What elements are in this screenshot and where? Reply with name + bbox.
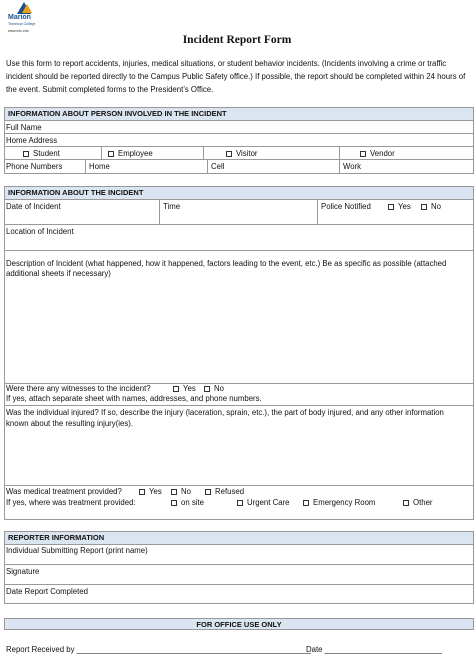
date-completed-row[interactable] [5,585,473,603]
reporter-section [4,531,474,604]
onsite-checkbox[interactable] [171,500,177,506]
signature-label: Signature [6,567,40,576]
description-row[interactable] [5,251,473,384]
logo-accent-icon [22,4,32,13]
medical-no-checkbox[interactable] [171,489,177,495]
time-field[interactable] [159,200,317,224]
home-address-label: Home Address [6,136,58,145]
full-name-row[interactable] [5,121,473,134]
visitor-checkbox[interactable] [226,151,232,157]
police-no-checkbox[interactable] [421,204,427,210]
employee-option[interactable]: Employee [108,149,153,158]
vendor-checkbox[interactable] [360,151,366,157]
urgent-care-checkbox[interactable] [237,500,243,506]
intro-text: Use this form to report accidents, injuries, medical situations, or student behavior incidents. (Incidents involving a crime or traffic incident should be reported directly to the Campus Public Safety office.) If possible, the report should be completed within 24 hours of the event. Submit completed forms to the President’s Office. [6,59,466,94]
medical-yes-checkbox[interactable] [139,489,145,495]
date-time-row [5,200,473,225]
police-notified-label: Police Notified [321,202,371,211]
witnesses-yes-option[interactable]: Yes [173,384,196,393]
home-address-row[interactable] [5,134,473,147]
witnesses-no-checkbox[interactable] [204,386,210,392]
home-phone-field[interactable] [85,160,207,173]
student-option[interactable]: Student [23,149,60,158]
logo-name: Marion [8,14,31,21]
person-type-row [5,147,473,160]
visitor-option[interactable]: Visitor [226,149,258,158]
office-date-field[interactable]: Date ___________________________ [306,645,442,654]
signature-row[interactable] [5,565,473,585]
home-phone-label: Home [89,162,110,171]
employee-cell [101,147,203,159]
visitor-cell [203,147,339,159]
medical-row [5,486,473,519]
time-label: Time [163,202,181,211]
person-section [4,107,474,174]
date-completed-label: Date Report Completed [6,587,88,596]
reporter-section-header: REPORTER INFORMATION [5,532,473,545]
description-label: Description of Incident (what happened, how it happened, factors leading to the event, etc.) Be as specific as possible (attached additional sheets if necessary) [6,259,447,278]
logo-url: www.mtc.edu [8,29,29,33]
police-yes-checkbox[interactable] [388,204,394,210]
submitting-row[interactable] [5,545,473,565]
office-use-header: FOR OFFICE USE ONLY [4,618,474,630]
medical-label: Was medical treatment provided? [6,487,122,496]
emergency-room-checkbox[interactable] [303,500,309,506]
work-phone-field[interactable] [339,160,473,173]
cell-phone-field[interactable] [207,160,339,173]
witnesses-label: Were there any witnesses to the incident? [6,384,151,393]
incident-section [4,186,474,520]
person-section-header: INFORMATION ABOUT PERSON INVOLVED IN THE INCIDENT [5,108,473,121]
full-name-label: Full Name [6,123,42,132]
phone-numbers-label: Phone Numbers [6,162,63,171]
witnesses-row [5,384,473,406]
injured-label: Was the individual injured? If so, describe the injury (laceration, sprain, etc.), the part of body injured, and any other information known about the resulting injury(ies). [6,408,444,428]
date-of-incident-label: Date of Incident [6,202,61,211]
medical-refused-option[interactable]: Refused [205,487,244,496]
medical-no-option[interactable]: No [171,487,191,496]
work-phone-label: Work [343,162,362,171]
logo-subtitle: Technical College [8,22,36,26]
incident-section-header: INFORMATION ABOUT THE INCIDENT [5,187,473,200]
witnesses-yes-checkbox[interactable] [173,386,179,392]
location-row[interactable] [5,225,473,251]
medical-refused-checkbox[interactable] [205,489,211,495]
police-notified-field [317,200,473,224]
phone-row [5,160,473,173]
urgent-care-option[interactable]: Urgent Care [237,498,289,507]
date-of-incident-field[interactable] [5,200,159,224]
cell-phone-label: Cell [211,162,225,171]
police-yes-option[interactable]: Yes [388,202,411,211]
vendor-cell [339,147,473,159]
witnesses-note: If yes, attach separate sheet with names, addresses, and phone numbers. [6,394,262,403]
location-label: Location of Incident [6,227,74,236]
onsite-option[interactable]: on site [171,498,204,507]
witnesses-no-option[interactable]: No [204,384,224,393]
employee-checkbox[interactable] [108,151,114,157]
received-by-field[interactable]: Report Received by ______________________________________________________ [6,645,311,654]
police-no-option[interactable]: No [421,202,441,211]
other-option[interactable]: Other [403,498,433,507]
vendor-option[interactable]: Vendor [360,149,395,158]
emergency-room-option[interactable]: Emergency Room [303,498,375,507]
treatment-where-label: If yes, where was treatment provided: [6,498,136,507]
submitting-label: Individual Submitting Report (print name) [6,546,148,555]
student-checkbox[interactable] [23,151,29,157]
page-title: Incident Report Form [182,34,292,46]
college-logo [8,2,40,36]
other-checkbox[interactable] [403,500,409,506]
injured-row[interactable] [5,406,473,486]
medical-yes-option[interactable]: Yes [139,487,162,496]
